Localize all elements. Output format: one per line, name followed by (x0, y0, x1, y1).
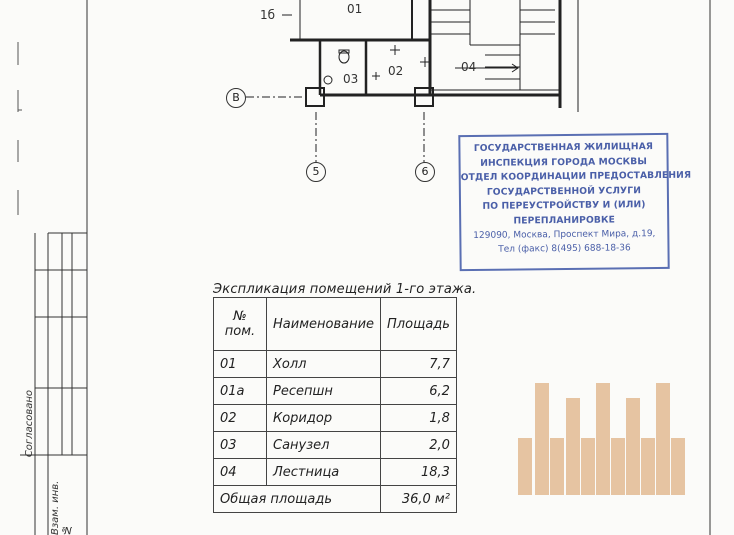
stamp-phone: Тел (факс) 8(495) 688-18-36 (498, 243, 631, 255)
table-header-row (214, 298, 457, 351)
header-name: Наименование (267, 298, 381, 351)
room-area: 18,3 (381, 459, 457, 486)
room-number: 01 (214, 351, 267, 378)
room-label-03: 03 (343, 72, 359, 86)
axis-marker-6: 6 (415, 162, 435, 182)
table-row (214, 459, 457, 486)
axis-marker-5: 5 (306, 162, 326, 182)
room-area: 6,2 (381, 378, 457, 405)
stamp-line-6: ПЕРЕПЛАНИРОВКЕ (513, 213, 616, 227)
logo-bars (518, 383, 685, 495)
room-name: Коридор (267, 405, 381, 432)
room-label-01: 01 (347, 2, 363, 16)
stamp-line-4: ГОСУДАРСТВЕННОЙ УСЛУГИ (486, 184, 642, 198)
stamp-address: 129090, Москва, Проспект Мира, д.19, (473, 229, 656, 241)
stamp-line-2: ИНСПЕКЦИЯ ГОРОДА МОСКВЫ (480, 155, 648, 169)
explication-table (213, 297, 457, 513)
room-area: 7,7 (381, 351, 457, 378)
table-row (214, 378, 457, 405)
room-number: 02 (214, 405, 267, 432)
room-name: Лестница (267, 459, 381, 486)
explication-caption: Экспликация помещений 1-го этажа. (213, 282, 477, 297)
room-area: 2,0 (381, 432, 457, 459)
room-name: Санузел (267, 432, 381, 459)
table-row (214, 432, 457, 459)
room-area: 1,8 (381, 405, 457, 432)
stamp-line-5: ПО ПЕРЕУСТРОЙСТВУ И (ИЛИ) (482, 199, 646, 212)
room-label-1b: 1б (260, 8, 276, 22)
table-row (214, 405, 457, 432)
room-name: Холл (267, 351, 381, 378)
inventory-number-label: Взам. инв. № (50, 480, 72, 535)
total-row (214, 486, 457, 513)
total-area-value: 36,0 м² (381, 486, 457, 513)
room-label-02: 02 (388, 64, 404, 78)
table-row (214, 351, 457, 378)
room-number: 03 (214, 432, 267, 459)
approval-stamp (458, 133, 692, 271)
room-number: 04 (214, 459, 267, 486)
room-name: Ресепшн (267, 378, 381, 405)
room-number: 01а (214, 378, 267, 405)
axis-marker-v: В (226, 88, 246, 108)
agreed-label: Согласовано (24, 390, 35, 458)
watermark-logo (518, 383, 688, 497)
total-area-label: Общая площадь (214, 486, 381, 513)
header-number: № пом. (214, 298, 267, 351)
room-label-04: 04 (461, 60, 477, 74)
header-area: Площадь (381, 298, 457, 351)
stamp-line-1: ГОСУДАРСТВЕННАЯ ЖИЛИЩНАЯ (473, 141, 654, 154)
stamp-line-3: ОТДЕЛ КООРДИНАЦИИ ПРЕДОСТАВЛЕНИЯ (460, 169, 692, 184)
